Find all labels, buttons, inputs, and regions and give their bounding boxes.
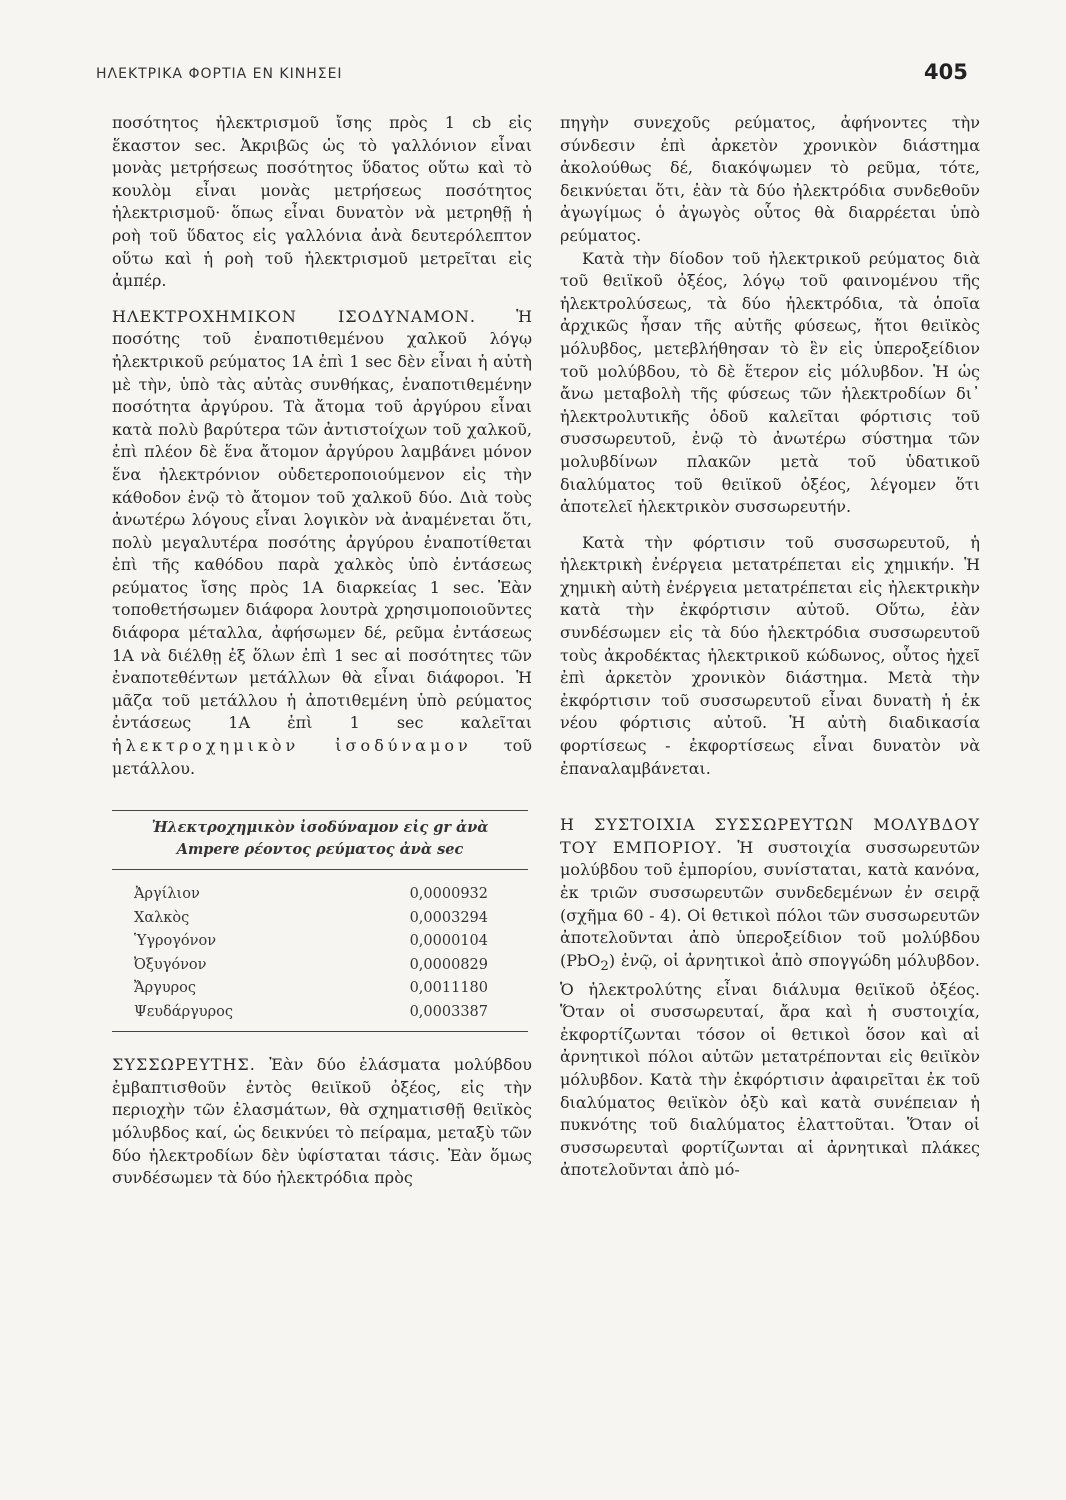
running-head: ΗΛΕΚΤΡΙΚΑ ΦΟΡΤΙΑ ΕΝ ΚΙΝΗΣΕΙ bbox=[96, 66, 343, 82]
section-heading-lead-battery: Η ΣΥΣΤΟΙΧΙΑ ΣΥΣΣΩΡΕΥΤΩΝ ΜΟΛΥΒΔΟΥ ΤΟΥ ΕΜΠΟΡΙΟΥ. bbox=[560, 815, 980, 857]
section-heading-accumulator: ΣΥΣΣΩΡΕΥΤΗΣ. bbox=[112, 1055, 256, 1075]
table-row bbox=[112, 870, 528, 907]
subscript: 2 bbox=[600, 958, 609, 974]
element-name: Ὑγρογόνον bbox=[134, 933, 217, 950]
element-name: Ἀργίλιον bbox=[134, 886, 200, 903]
element-value: 0,0000932 bbox=[409, 886, 488, 903]
paragraph-text: Ἡ ποσότης τοῦ ἐναποτιθεμένου χαλκοῦ λόγῳ ἠλεκτρικοῦ ρεύματος 1Α ἐπὶ 1 sec δὲν εἶναι ἡ αὐτὴ μὲ τὴν, ὑπὸ τὰς αὐτὰς συνθήκας, ἐναποτιθεμένην ποσότητα ἀργύρου. Τὰ ἄτομα τοῦ ἀργύρου εἶναι κατὰ πολὺ βαρύτερα τῶν ἀντιστοίχων τοῦ χαλκοῦ, ἐπὶ πλέον δὲ ἕνα ἄτομον ἀργύρου λαμβάνει μόνον ἕνα ἠλεκτρόνιον οὐδετεροποιούμενον εἰς τὴν κάθοδον ἐνῷ τὸ ἄτομον τοῦ χαλκοῦ δύο. Διὰ τοὺς ἀνωτέρω λόγους εἶναι λογικὸν νὰ ἀναμένεται ὅτι, πολὺ μεγαλυτέρα ποσότης ἀργύρου ἐναποτίθεται ἐπὶ τῆς καθόδου παρὰ χαλκὸς ὑπὸ ἐντάσεως ρεύματος ἴσης πρὸς 1Α διαρκείας 1 sec. Ἐὰν τοποθετήσωμεν διάφορα λουτρὰ χρησιμοποιοῦντες διάφορα μέταλλα, ἀφήσωμεν δέ, ρεῦμα ἐντάσεως 1Α νὰ διέλθῃ ἐξ ὅλων ἐπὶ 1 sec αἱ ποσότητες τῶν ἐναποτεθέντων μετάλλων θὰ εἶναι διάφοροι. Ἡ μᾶζα τοῦ μετάλλου ἡ ἀποτιθεμένη ὑπὸ ρεύματος ἐντάσεως 1Α ἐπὶ 1 sec καλεῖται bbox=[112, 306, 532, 733]
element-name: Ὀξυγόνον bbox=[134, 956, 207, 973]
paragraph-electrochemical-equivalent bbox=[112, 306, 532, 780]
paragraph-text-end: τοῦ μετάλλου. bbox=[112, 736, 532, 778]
element-name: Ψευδάργυρος bbox=[112, 1001, 322, 1032]
table-header-line-2: Ampere ρέοντος ρεύματος ἀνὰ sec bbox=[176, 841, 464, 859]
element-value: 0,0000104 bbox=[409, 933, 488, 950]
right-column bbox=[560, 112, 980, 1182]
paragraph-continuation: πηγὴν συνεχοῦς ρεύματος, ἀφήνοντες τὴν σύνδεσιν ἐπὶ ἀρκετὸν χρονικὸν διάστημα ἀκολούθως δέ, διακόψωμεν τὸ ρεῦμα, τότε, δεικνύεται ὅτι, ἐὰν τὰ δύο ἠλεκτρόδια συνδεθοῦν ἀγωγίμως ὁ ἀγωγὸς οὗτος θὰ διαρρέεται ὑπὸ ρεύματος. bbox=[560, 113, 980, 245]
element-value: 0,0000829 bbox=[409, 956, 488, 973]
table-header bbox=[112, 811, 528, 870]
table-row bbox=[112, 977, 528, 1001]
paragraph-current-definition: ποσότητος ἠλεκτρισμοῦ ἴσης πρὸς 1 cb εἰς ἕκαστον sec. Ἀκριβῶς ὡς τὸ γαλλόνιον εἶναι μονὰς μετρήσεως ποσότητος ὕδατος οὕτω καὶ τὸ κουλὸμ εἶναι μονὰς μετρήσεως ποσότητος ἠλεκτρισμοῦ· ὅπως εἶναι δυνατὸν νὰ μετρηθῇ ἡ ροὴ τοῦ ὕδατος εἰς γαλλόνια ἀνὰ δευτερόλεπτον οὕτω καὶ ἡ ροὴ τοῦ ἠλεκτρισμοῦ μετρεῖται εἰς ἀμπέρ. bbox=[112, 113, 532, 291]
paragraph-charging: Κατὰ τὴν φόρτισιν τοῦ συσσωρευτοῦ, ἡ ἠλεκτρικὴ ἐνέργεια μετατρέπεται εἰς χημικήν. Ἡ χημικὴ αὐτὴ ἐνέργεια μετατρέπεται εἰς ἠλεκτρικὴν κατὰ τὴν ἐκφόρτισιν αὐτοῦ. Οὕτω, ἐὰν συνδέσωμεν εἰς τὰ δύο ἠλεκτρόδια συσσωρευτοῦ τοὺς ἀκροδέκτας ἠλεκτρικοῦ κώδωνος, οὗτος ἠχεῖ ἐπὶ ἀρκετὸν χρονικὸν διάστημα. Μετὰ τὴν ἐκφόρτισιν τοῦ συσσωρευτοῦ εἶναι δυνατὴ ἡ ἐκ νέου φόρτισις αὐτοῦ. Ἡ αὐτὴ διαδικασία φορτίσεως - ἐκφορτίσεως εἶναι δυνατὸν νὰ ἐπαναλαμβάνεται. bbox=[560, 532, 980, 778]
table-row bbox=[112, 907, 528, 931]
element-name: Ἄργυρος bbox=[134, 980, 197, 997]
table-row bbox=[112, 954, 528, 978]
table-header-line-1: Ἠλεκτροχημικὸν ἰσοδύναμον εἰς gr ἀνὰ bbox=[151, 819, 489, 837]
paragraph-text: Ἡ συστοιχία συσσωρευτῶν μολύβδου τοῦ ἐμπορίου, συνίσταται, κατὰ κανόνα, ἐκ τριῶν συσσωρευτῶν συνδεδεμένων ἐν σειρᾷ (σχῆμα 60 - 4). Οἱ θετικοὶ πόλοι τῶν συσσωρευτῶν ἀποτελοῦνται ἀπὸ ὑπεροξείδιον τοῦ μολύβδου (PbO bbox=[560, 837, 980, 970]
emphasized-term: ἠλεκτροχημικὸν ἰσοδύναμον bbox=[112, 736, 472, 756]
section-heading-electrochemical-equivalent: ΗΛΕΚΤΡΟΧΗΜΙΚΟΝ ΙΣΟΔΥΝΑΜΟΝ. bbox=[112, 306, 476, 326]
table-row bbox=[112, 930, 528, 954]
element-name: Χαλκὸς bbox=[134, 909, 190, 926]
paragraph-text: Ἐὰν δύο ἐλάσματα μολύβδου ἐμβαπτισθοῦν ἐντὸς θειϊκοῦ ὀξέος, εἰς τὴν περιοχὴν τῶν ἐλασμάτων, θὰ σχηματισθῇ θειϊκὸς μόλυβδος καί, ὡς δεικνύει τὸ πείραμα, μεταξὺ τῶν δύο ἠλεκτροδίων δὲν ὑφίσταται τάσις. Ἐὰν ὅμως συνδέσωμεν τὰ δύο ἠλεκτρόδια πρὸς bbox=[112, 1055, 532, 1188]
paragraph-lead-battery bbox=[560, 814, 980, 1182]
element-value: 0,0011180 bbox=[409, 980, 488, 997]
element-value: 0,0003387 bbox=[322, 1001, 528, 1032]
page-number: 405 bbox=[924, 60, 968, 84]
paragraph-electrolysis: Κατὰ τὴν δίοδον τοῦ ἠλεκτρικοῦ ρεύματος διὰ τοῦ θειϊκοῦ ὀξέος, λόγῳ τοῦ φαινομένου τῆς ἠλεκτρολύσεως, τὰ δύο ἠλεκτρόδια, τὰ ὁποῖα ἀρχικῶς ἦσαν τῆς αὐτῆς φύσεως, ἤτοι θειϊκὸς μόλυβδος, μετεβλήθησαν τὸ ἓν εἰς ὑπεροξείδιον τοῦ μολύβδου, τὸ δὲ ἕτερον εἰς μόλυβδον. Ἡ ὡς ἄνω μεταβολὴ τῆς φύσεως τῶν ἠλεκτροδίων δι᾽ ἠλεκτρολυτικῆς ὁδοῦ καλεῖται φόρτισις τοῦ συσσωρευτοῦ, ἐνῷ τὸ ἀνωτέρω σύστημα τῶν μολυβδίνων πλακῶν μετὰ τοῦ ὑδατικοῦ διαλύματος τοῦ θειϊκοῦ ὀξέος, λέγομεν ὅτι ἀποτελεῖ ἠλεκτρικὸν συσσωρευτήν. bbox=[560, 248, 980, 517]
electrochemical-equivalents-table bbox=[112, 810, 528, 1032]
paragraph-text-end: ) ἐνῷ, οἱ ἀρνητικοὶ ἀπὸ σπογγώδη μόλυβδον. Ὁ ἠλεκτρολύτης εἶναι διάλυμα θειϊκοῦ ὀξέος. Ὅταν οἱ συσσωρευταί, ἄρα καὶ ἡ συστοιχία, ἐκφορτίζωνται τόσον οἱ θετικοὶ ὅσον καὶ αἱ ἀρνητικοὶ πόλοι αὐτῶν μετατρέπονται εἰς θειϊκὸν μόλυβδον. Κατὰ τὴν ἐκφόρτισιν ἀφαιρεῖται ἐκ τοῦ διαλύματος θειϊκὸν ὀξὺ καὶ κατὰ συνέπειαν ἡ πυκνότης τοῦ διαλύματος ἐλαττοῦται. Ὅταν οἱ συσσωρευταὶ φορτίζωνται αἱ ἀρνητικαὶ πλάκες ἀποτελοῦνται ἀπὸ μό- bbox=[560, 950, 980, 1180]
left-column bbox=[112, 112, 532, 1190]
table-row bbox=[112, 1001, 528, 1032]
paragraph-accumulator bbox=[112, 1054, 532, 1190]
element-value: 0,0003294 bbox=[409, 909, 488, 926]
